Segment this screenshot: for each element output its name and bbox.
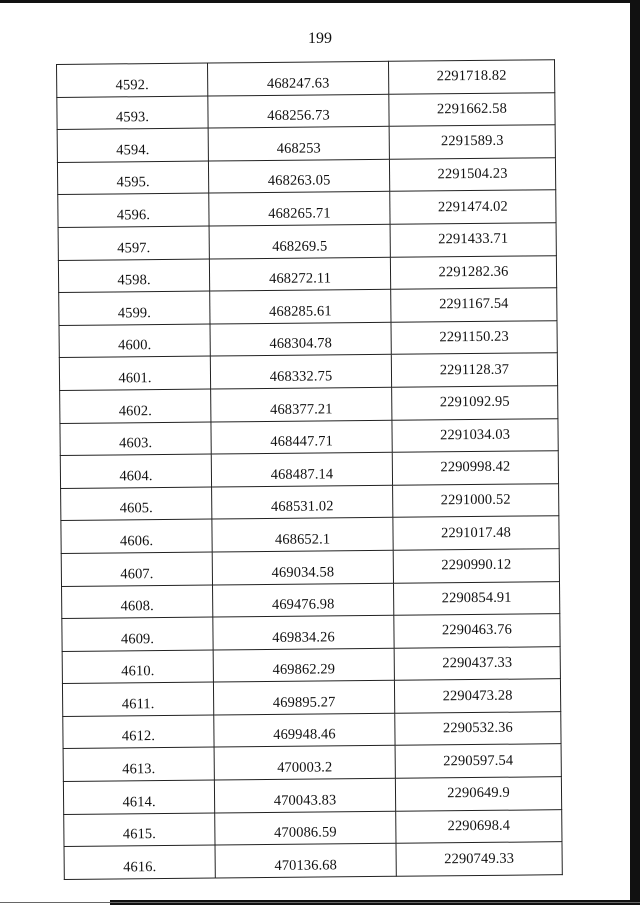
point-number-cell: 4601. (59, 356, 210, 390)
y-coordinate-cell: 2291504.23 (389, 157, 555, 191)
coordinates-table-body (57, 60, 563, 880)
point-number-cell: 4602. (60, 389, 211, 423)
coordinates-table-container (56, 59, 558, 876)
point-number-cell: 4604. (60, 454, 211, 488)
x-coordinate-cell: 468272.11 (209, 257, 390, 291)
point-number-cell: 4613. (63, 747, 214, 781)
table-row (57, 125, 555, 162)
y-coordinate-cell: 2291433.71 (390, 223, 556, 257)
scan-edge-bottom-line (0, 902, 640, 903)
x-coordinate-cell: 468304.78 (210, 322, 391, 356)
x-coordinate-cell: 470003.2 (214, 746, 395, 780)
table-row (60, 386, 558, 423)
point-number-cell: 4603. (60, 422, 211, 456)
y-coordinate-cell: 2291474.02 (390, 190, 556, 224)
y-coordinate-cell: 2291017.48 (393, 516, 559, 550)
point-number-cell: 4610. (62, 650, 213, 684)
point-number-cell: 4597. (58, 226, 209, 260)
x-coordinate-cell: 470136.68 (215, 844, 396, 878)
x-coordinate-cell: 468285.61 (210, 289, 391, 323)
table-row (60, 418, 558, 455)
x-coordinate-cell: 469862.29 (213, 648, 394, 682)
point-number-cell: 4600. (59, 324, 210, 358)
point-number-cell: 4612. (63, 715, 214, 749)
y-coordinate-cell: 2290532.36 (395, 712, 561, 746)
x-coordinate-cell: 468263.05 (208, 159, 389, 193)
point-number-cell: 4592. (57, 63, 208, 97)
table-row (64, 842, 562, 879)
y-coordinate-cell: 2291167.54 (391, 288, 557, 322)
point-number-cell: 4605. (61, 487, 212, 521)
y-coordinate-cell: 2290437.33 (394, 646, 560, 680)
x-coordinate-cell: 468377.21 (211, 387, 392, 421)
point-number-cell: 4594. (57, 128, 208, 162)
x-coordinate-cell: 470043.83 (214, 778, 395, 812)
table-row (58, 255, 556, 292)
y-coordinate-cell: 2290998.42 (392, 451, 558, 485)
x-coordinate-cell: 468332.75 (210, 355, 391, 389)
y-coordinate-cell: 2291589.3 (389, 125, 555, 159)
x-coordinate-cell: 468269.5 (209, 224, 390, 258)
x-coordinate-cell: 469834.26 (213, 615, 394, 649)
table-row (63, 744, 561, 781)
table-row (57, 92, 555, 129)
table-row (63, 777, 561, 814)
point-number-cell: 4608. (62, 585, 213, 619)
table-row (64, 809, 562, 846)
table-row (62, 679, 560, 716)
point-number-cell: 4615. (64, 813, 215, 847)
table-row (58, 223, 556, 260)
point-number-cell: 4606. (61, 519, 212, 553)
x-coordinate-cell: 468487.14 (211, 452, 392, 486)
point-number-cell: 4609. (62, 617, 213, 651)
page-number: 199 (308, 30, 332, 47)
y-coordinate-cell: 2291662.58 (389, 92, 555, 126)
table-row (58, 190, 556, 227)
table-row (57, 157, 555, 194)
table-row (62, 581, 560, 618)
y-coordinate-cell: 2290749.33 (396, 842, 562, 876)
y-coordinate-cell: 2290463.76 (394, 614, 560, 648)
x-coordinate-cell: 468531.02 (212, 485, 393, 519)
x-coordinate-cell: 468256.73 (208, 94, 389, 128)
x-coordinate-cell: 468652.1 (212, 518, 393, 552)
point-number-cell: 4611. (62, 682, 213, 716)
table-row (59, 320, 557, 357)
y-coordinate-cell: 2291150.23 (391, 320, 557, 354)
table-row (59, 353, 557, 390)
table-row (61, 483, 559, 520)
point-number-cell: 4598. (58, 259, 209, 293)
y-coordinate-cell: 2290597.54 (395, 744, 561, 778)
point-number-cell: 4595. (57, 161, 208, 195)
x-coordinate-cell: 470086.59 (215, 811, 396, 845)
table-row (61, 549, 559, 586)
table-row (63, 712, 561, 749)
table-row (57, 60, 555, 97)
x-coordinate-cell: 469895.27 (213, 681, 394, 715)
coordinates-table (56, 59, 563, 880)
y-coordinate-cell: 2291128.37 (391, 353, 557, 387)
point-number-cell: 4607. (61, 552, 212, 586)
y-coordinate-cell: 2291282.36 (390, 255, 556, 289)
point-number-cell: 4596. (58, 193, 209, 227)
y-coordinate-cell: 2291718.82 (388, 60, 554, 94)
y-coordinate-cell: 2291000.52 (393, 483, 559, 517)
y-coordinate-cell: 2291034.03 (392, 418, 558, 452)
table-row (60, 451, 558, 488)
x-coordinate-cell: 469948.46 (214, 713, 395, 747)
x-coordinate-cell: 468447.71 (211, 420, 392, 454)
y-coordinate-cell: 2291092.95 (392, 386, 558, 420)
x-coordinate-cell: 468253 (208, 126, 389, 160)
x-coordinate-cell: 469034.58 (212, 550, 393, 584)
x-coordinate-cell: 468247.63 (207, 61, 388, 95)
table-row (61, 516, 559, 553)
point-number-cell: 4616. (64, 845, 215, 879)
y-coordinate-cell: 2290990.12 (393, 549, 559, 583)
x-coordinate-cell: 468265.71 (209, 192, 390, 226)
point-number-cell: 4614. (63, 780, 214, 814)
y-coordinate-cell: 2290649.9 (395, 777, 561, 811)
y-coordinate-cell: 2290473.28 (394, 679, 560, 713)
x-coordinate-cell: 469476.98 (213, 583, 394, 617)
y-coordinate-cell: 2290698.4 (396, 809, 562, 843)
scan-edge-right (630, 0, 640, 905)
table-row (62, 614, 560, 651)
table-row (62, 646, 560, 683)
point-number-cell: 4593. (57, 96, 208, 130)
table-row (59, 288, 557, 325)
scan-edge-top (0, 0, 640, 3)
point-number-cell: 4599. (59, 291, 210, 325)
y-coordinate-cell: 2290854.91 (393, 581, 559, 615)
